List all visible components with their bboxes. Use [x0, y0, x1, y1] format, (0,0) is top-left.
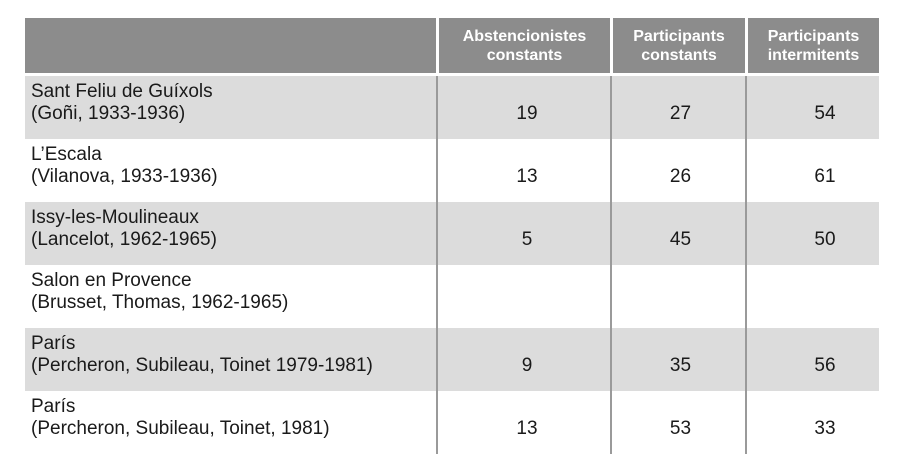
row-source: (Brusset, Thomas, 1962-1965): [31, 292, 289, 313]
value-participants-intermitents: 33: [745, 391, 879, 454]
value-abstencionistes: 5: [436, 202, 610, 265]
value-abstencionistes: 9: [436, 328, 610, 391]
value-abstencionistes: 13: [436, 391, 610, 454]
value-participants-intermitents: [745, 265, 879, 328]
header-line: constants: [641, 46, 717, 64]
row-source: (Percheron, Subileau, Toinet 1979-1981): [31, 355, 373, 376]
row-label-cell: [25, 139, 436, 202]
value-abstencionistes: 13: [436, 139, 610, 202]
table-row: [25, 76, 879, 139]
value-participants-constants: 27: [610, 76, 745, 139]
value-abstencionistes: 19: [436, 76, 610, 139]
value-participants-constants: 45: [610, 202, 745, 265]
row-place: Salon en Provence: [31, 270, 192, 291]
header-line: constants: [486, 46, 563, 64]
value-participants-intermitents: 50: [745, 202, 879, 265]
table-row: [25, 391, 879, 454]
value-participants-intermitents: 56: [745, 328, 879, 391]
row-source: (Percheron, Subileau, Toinet, 1981): [31, 418, 330, 439]
table-row: [25, 139, 879, 202]
header-line: Participants: [633, 27, 725, 45]
row-label-cell: [25, 76, 436, 139]
row-source: (Lancelot, 1962-1965): [31, 229, 217, 250]
value-participants-constants: 26: [610, 139, 745, 202]
value-participants-constants: 35: [610, 328, 745, 391]
table-row: [25, 265, 879, 328]
row-label-cell: [25, 391, 436, 454]
value-abstencionistes: [436, 265, 610, 328]
table-header: [25, 18, 879, 76]
row-label-cell: [25, 328, 436, 391]
value-participants-intermitents: 54: [745, 76, 879, 139]
header-cell-participants-constants: [610, 18, 745, 73]
header-line: Abstencionistes: [462, 27, 587, 45]
row-label-cell: [25, 265, 436, 328]
header-cell-abstencionistes: [436, 18, 610, 73]
row-place: Issy-les-Moulineaux: [31, 207, 199, 228]
value-participants-intermitents: 61: [745, 139, 879, 202]
header-line: Participants: [767, 27, 860, 45]
header-cell-empty: [25, 18, 436, 73]
header-line: intermitents: [767, 46, 860, 64]
header-cell-participants-intermitents: [745, 18, 879, 73]
row-place: París: [31, 396, 76, 417]
row-source: (Goñi, 1933-1936): [31, 103, 186, 124]
value-participants-constants: [610, 265, 745, 328]
row-place: Sant Feliu de Guíxols: [31, 81, 213, 102]
row-place: París: [31, 333, 76, 354]
value-participants-constants: 53: [610, 391, 745, 454]
table-row: [25, 202, 879, 265]
row-source: (Vilanova, 1933-1936): [31, 166, 218, 187]
data-table: [25, 18, 879, 454]
row-label-cell: [25, 202, 436, 265]
row-place: L’Escala: [31, 144, 102, 165]
table-row: [25, 328, 879, 391]
